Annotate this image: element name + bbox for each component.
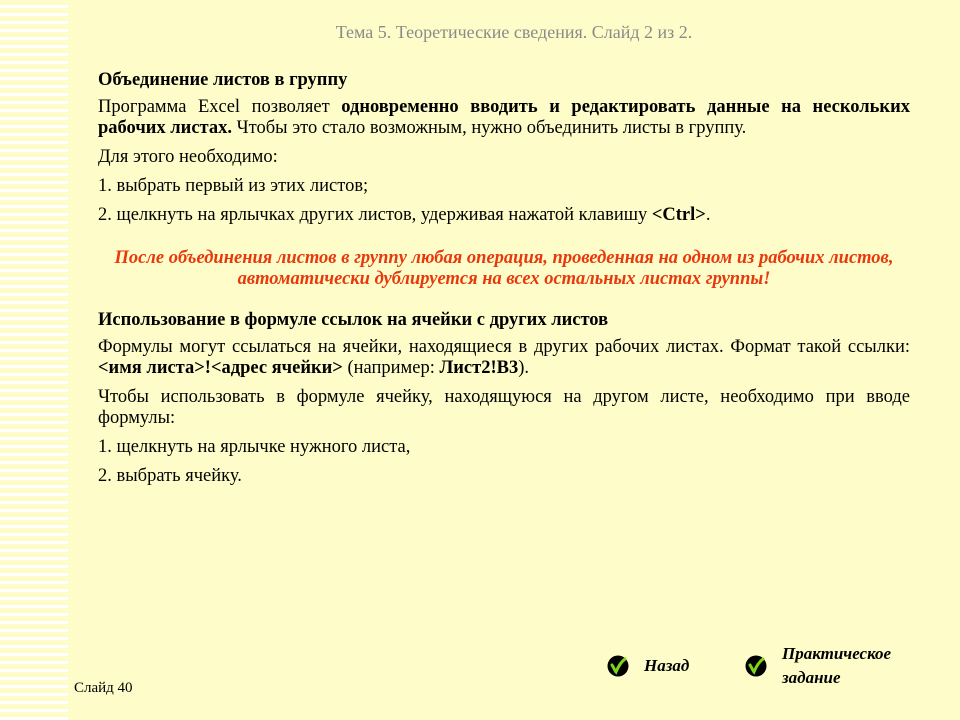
practice-label: Практическое задание <box>782 644 892 687</box>
section1-text-a: Программа Excel позволяет <box>98 97 342 117</box>
step2-end: . <box>705 205 711 225</box>
check-bullet-icon <box>606 654 630 678</box>
section2-paragraph <box>98 337 910 379</box>
section2-text-e: ). <box>518 358 530 378</box>
section1-step-1: 1. выбрать первый из этих листов; <box>98 176 369 196</box>
section1-instructions: Для этого необходимо: <box>98 147 278 167</box>
slide-content <box>98 70 910 495</box>
section2-text-a: Формулы могут ссылаться на ячейки, находящиеся в других рабочих листах. Формат такой ссылки: <box>98 337 910 357</box>
reference-format: <имя листа>!<адрес ячейки> <box>98 358 343 378</box>
check-bullet-icon <box>744 654 768 678</box>
section2-instructions: Чтобы использовать в формуле ячейку, находящуюся на другом листе, необходимо при вводе формулы: <box>98 387 910 428</box>
decorative-stripes <box>0 0 68 720</box>
section1-paragraph <box>98 97 910 139</box>
section1-title: Объединение листов в группу <box>98 70 348 90</box>
section1-step-2 <box>98 205 910 226</box>
ctrl-key: <Ctrl> <box>651 205 706 225</box>
reference-example: Лист2!B3 <box>439 358 519 378</box>
practice-task-link[interactable] <box>744 642 932 690</box>
section1-text-bold: одновременно вводить и редактировать данные на нескольких рабочих листах. <box>98 97 910 138</box>
back-label: Назад <box>644 656 690 675</box>
step2-text: 2. щелкнуть на ярлычках других листов, удерживая нажатой клавишу <box>98 205 652 225</box>
back-link[interactable] <box>606 654 689 678</box>
page-title: Тема 5. Теоретические сведения. Слайд 2 из 2. <box>335 22 693 42</box>
section2-step-2: 2. выбрать ячейку. <box>98 466 242 486</box>
section2-text-c: (например: <box>342 358 440 378</box>
section2-title: Использование в формуле ссылок на ячейки с других листов <box>98 310 609 330</box>
section1-text-c: Чтобы это стало возможным, нужно объединить листы в группу. <box>231 118 747 138</box>
highlight-note: После объединения листов в группу любая операция, проведенная на одном из рабочих листов, автоматически дублируется на всех остальных листах группы! <box>114 248 894 289</box>
slide-number: Слайд 40 <box>74 680 133 696</box>
section2-step-1: 1. щелкнуть на ярлычке нужного листа, <box>98 437 411 457</box>
